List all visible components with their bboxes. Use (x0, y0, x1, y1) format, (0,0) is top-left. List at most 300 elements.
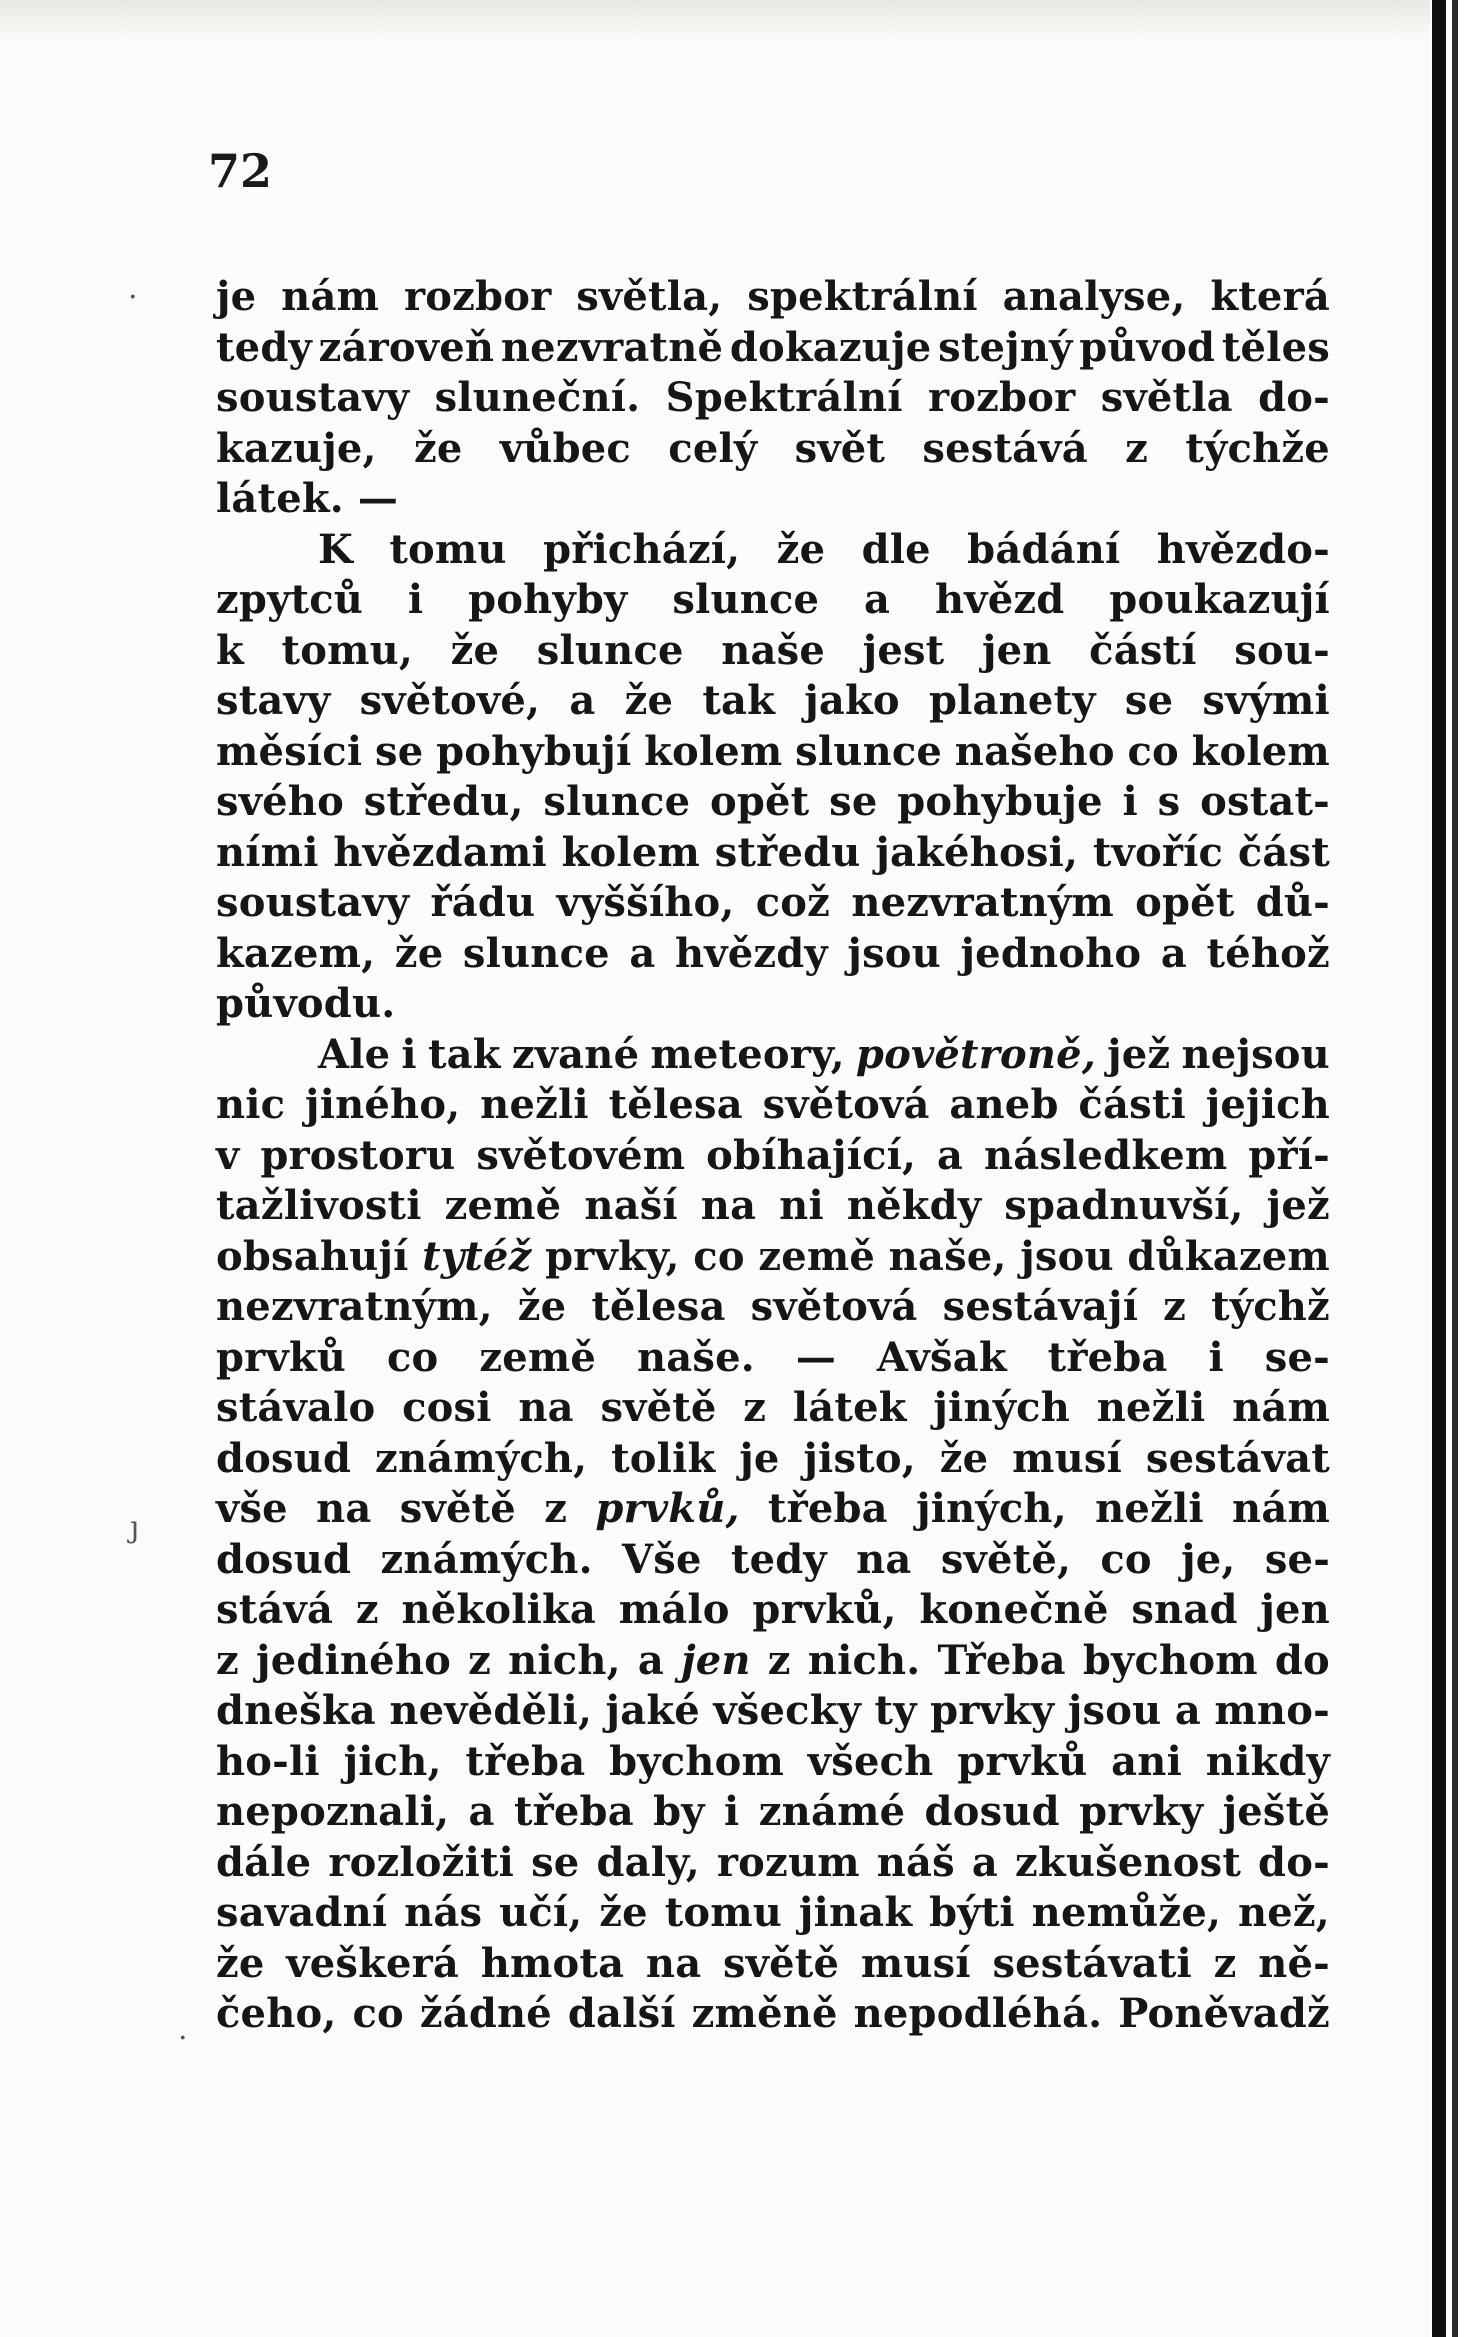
word: země (479, 1333, 597, 1381)
word: na (645, 1939, 702, 1987)
word: na (518, 1384, 574, 1431)
word: dů- (1255, 879, 1330, 926)
word: z (743, 1384, 767, 1431)
word: jinak (798, 1889, 913, 1936)
word: jež (1266, 1182, 1330, 1229)
word: slunce (462, 929, 610, 977)
word: světla (1100, 374, 1233, 421)
word: soustavy (216, 879, 410, 926)
word: ními (216, 828, 319, 876)
word: středu, (363, 778, 524, 825)
word: z (544, 1485, 568, 1532)
word: nežli (1095, 1485, 1204, 1532)
word: ani (1111, 1737, 1182, 1785)
word: středu (714, 828, 861, 876)
text-line (216, 1737, 1330, 1788)
word: z (468, 1636, 492, 1684)
word: zvané (511, 1030, 640, 1078)
word: rozum (716, 1838, 860, 1886)
word: že (394, 929, 444, 977)
word: musí (1012, 1434, 1123, 1482)
word: nich, (508, 1636, 621, 1684)
word: jsou (1067, 1687, 1162, 1734)
word: že (450, 626, 500, 674)
word: jiných, (916, 1485, 1067, 1532)
page-number: 72 (208, 144, 273, 198)
word: téhož (1206, 929, 1330, 977)
word: že (624, 677, 674, 724)
word: našeho (954, 727, 1115, 775)
word: sestávati (992, 1939, 1192, 1987)
word: z (1163, 1283, 1187, 1330)
word: vyššího, (556, 879, 735, 926)
word: hvězdy (674, 929, 828, 977)
text-line (216, 575, 1330, 626)
word: je (216, 273, 257, 320)
margin-dot: · (128, 280, 138, 315)
text-line (216, 1535, 1330, 1586)
word: analyse, (1002, 273, 1186, 320)
word: rozložiti (328, 1838, 515, 1886)
word: dosud (216, 1535, 352, 1583)
word: světě (399, 1485, 516, 1532)
word: světě, (940, 1535, 1072, 1583)
word: prvků, (595, 1485, 740, 1532)
word: světová (762, 1081, 930, 1128)
word: slunce (672, 576, 820, 623)
word: změně (691, 1990, 838, 2037)
word: svého (216, 778, 344, 825)
word: bádání (967, 525, 1121, 573)
text-line (216, 626, 1330, 677)
word: poukazují (1109, 576, 1330, 623)
word: veškerá (286, 1939, 460, 1987)
word: což (755, 879, 831, 926)
word: jisto, (803, 1434, 916, 1482)
word: jaké (605, 1687, 700, 1734)
text-line (216, 323, 1330, 374)
word: tedy (730, 1535, 827, 1583)
word: nezvratným (851, 879, 1114, 926)
word: i (1122, 778, 1138, 825)
word: nám (1232, 1384, 1330, 1431)
word: býti (929, 1889, 1015, 1936)
word: konečně (919, 1586, 1109, 1633)
word: jsou (847, 929, 941, 977)
word: nemůže, (1031, 1889, 1222, 1936)
word: naše. (637, 1333, 755, 1381)
word: těles (1221, 323, 1330, 371)
word: hvězdo- (1156, 525, 1330, 573)
word: země (444, 1182, 562, 1229)
word: sestává (922, 424, 1088, 472)
word: se- (1264, 1333, 1330, 1381)
word: někdy (846, 1182, 982, 1229)
word: mno- (1214, 1687, 1330, 1734)
margin-mark: ȷ (130, 1510, 140, 1545)
word: jiného, (305, 1081, 461, 1128)
text-line (216, 1636, 1330, 1687)
word: jejich (1205, 1081, 1330, 1128)
text-line (216, 1484, 1330, 1535)
word: by (653, 1788, 705, 1835)
word: dosud (924, 1788, 1060, 1835)
word: a (468, 1788, 495, 1835)
word: se (1124, 677, 1174, 724)
text-line (216, 929, 1330, 980)
word: tolik (611, 1434, 716, 1482)
word: na (316, 1485, 372, 1532)
word: Poněvadž (1118, 1990, 1330, 2037)
word: než, (1237, 1889, 1330, 1936)
text-line (216, 878, 1330, 929)
word: cosi (402, 1384, 492, 1431)
word: Avšak (876, 1333, 1007, 1381)
word: tak (702, 677, 776, 724)
word: bychom (609, 1737, 784, 1785)
word: nepodléhá. (853, 1990, 1103, 2037)
word: nežli (1096, 1384, 1206, 1431)
text-line (216, 1383, 1330, 1434)
word: a (629, 929, 656, 977)
word: tvoříc (1092, 828, 1224, 876)
word: světové, (359, 677, 541, 724)
word: prvky (1079, 1788, 1204, 1835)
word: hvězdami (333, 828, 547, 876)
text-line (216, 1434, 1330, 1485)
word: stává (216, 1586, 334, 1633)
word: části (1078, 1081, 1186, 1128)
word: třeba (1047, 1333, 1168, 1381)
word: tělesa (591, 1283, 726, 1330)
word: učí, (499, 1889, 583, 1936)
word: třeba (513, 1788, 634, 1835)
word: ně- (1258, 1939, 1330, 1987)
word: žádné (419, 1990, 552, 2037)
word: na (700, 1182, 757, 1229)
word: prvků (216, 1333, 347, 1381)
word: známých, (375, 1434, 588, 1482)
text-line (216, 1232, 1330, 1283)
word: stavy (216, 677, 331, 724)
text-line (216, 1989, 1330, 2040)
word: další (567, 1990, 676, 2037)
word: všecky (713, 1687, 862, 1734)
text-line (216, 1686, 1330, 1737)
word: ostat- (1200, 778, 1330, 825)
word: naší (584, 1182, 678, 1229)
word: sou- (1234, 626, 1330, 674)
word: řádu (430, 879, 536, 926)
word: měsíci (216, 727, 363, 775)
word: co (1100, 1535, 1152, 1583)
text-line (216, 1838, 1330, 1889)
word: málo (618, 1586, 730, 1633)
word: soustavy (216, 374, 410, 421)
word: do- (1258, 374, 1330, 421)
word: v (216, 1131, 240, 1179)
word: slunce (795, 727, 943, 775)
word: dokazuje (729, 323, 932, 371)
word: že (517, 1283, 567, 1330)
word: původu. (216, 980, 396, 1027)
word: část (1237, 828, 1330, 876)
word: nepoznali, (216, 1788, 450, 1835)
word: nezvratným, (216, 1283, 493, 1330)
word: se (374, 727, 424, 775)
word: třeba (767, 1485, 888, 1532)
word: látek (792, 1384, 907, 1431)
word: opět (1135, 879, 1235, 926)
text-line (216, 1333, 1330, 1384)
word: tedy (216, 323, 312, 371)
word: dosud (216, 1434, 352, 1482)
word: všech (807, 1737, 934, 1785)
word: kolem (1191, 727, 1330, 775)
word: dále (216, 1838, 312, 1886)
word: tažlivosti (216, 1182, 422, 1229)
word: kolem (644, 727, 783, 775)
word: tomu, (281, 626, 414, 674)
word: třeba (465, 1737, 586, 1785)
word: slunce (536, 626, 684, 674)
word: opět (709, 778, 810, 825)
word: tak (427, 1030, 501, 1078)
word: prvků, (752, 1586, 897, 1633)
text-line (216, 525, 1330, 576)
word: aneb (949, 1081, 1059, 1128)
word: Spektrální (665, 374, 903, 421)
word: svými (1202, 677, 1330, 724)
word: — (795, 1333, 837, 1381)
text-line (216, 1030, 1330, 1081)
word: z (1125, 424, 1149, 472)
word: — (357, 475, 399, 522)
word: jen (1260, 1586, 1330, 1633)
word: do (1274, 1636, 1330, 1684)
word: tělesa (608, 1081, 743, 1128)
word: světovém (476, 1131, 686, 1179)
word: světě (723, 1939, 840, 1987)
word: do- (1258, 1838, 1330, 1886)
text-line (216, 1585, 1330, 1636)
word: rozbor (927, 374, 1076, 421)
word: povětroně, (855, 1030, 1096, 1078)
word: původ (1079, 323, 1216, 371)
word: že (216, 1939, 265, 1987)
word: i (1208, 1333, 1224, 1381)
word: K (318, 525, 353, 573)
word: naše, (888, 1232, 1007, 1280)
word: sluneční. (434, 374, 641, 421)
word: několika (401, 1586, 597, 1633)
word: nám (1232, 1485, 1330, 1532)
word: zpytců (216, 576, 364, 623)
word: jsou (1020, 1232, 1114, 1280)
word: obíhající, (706, 1131, 917, 1179)
word: hmota (480, 1939, 625, 1987)
word: pohybuje (897, 778, 1103, 825)
word: snad (1131, 1586, 1238, 1633)
word: je (739, 1434, 780, 1482)
word: a (937, 1131, 964, 1179)
text-line (216, 1939, 1330, 1990)
text-line (216, 272, 1330, 323)
word: Ale (318, 1030, 391, 1078)
word: naše (721, 626, 826, 674)
word: nás (404, 1889, 483, 1936)
word: vůbec (499, 424, 631, 472)
word: látek. (216, 475, 344, 522)
word: ty (874, 1687, 917, 1734)
word: jakéhosi, (875, 828, 1079, 876)
word: sestávat (1145, 1434, 1330, 1482)
word: s (1157, 778, 1181, 825)
word: nejsou (1181, 1030, 1330, 1078)
text-line (216, 727, 1330, 778)
word: a (637, 1636, 664, 1684)
word: a (864, 576, 891, 623)
word: stejný (938, 323, 1073, 371)
word: ještě (1222, 1788, 1330, 1835)
text-line (216, 979, 1330, 1030)
text-line (216, 828, 1330, 879)
word: jen (981, 626, 1052, 674)
word: nám (281, 273, 380, 320)
word: jich, (343, 1737, 442, 1785)
word: že (413, 424, 463, 472)
word: důkazem (1127, 1232, 1330, 1280)
word: následkem (984, 1131, 1228, 1179)
word: světla, (576, 273, 723, 320)
word: slunce (543, 778, 691, 825)
word: pohyby (468, 576, 628, 623)
word: a (1160, 929, 1187, 977)
word: sestávají (942, 1283, 1139, 1330)
text-line (216, 1181, 1330, 1232)
word: z (355, 1586, 379, 1633)
word: nich. (807, 1636, 921, 1684)
word: bychom (1082, 1636, 1258, 1684)
word: pohybují (436, 727, 632, 775)
word: nezvratně (500, 323, 724, 371)
word: jež (1107, 1030, 1171, 1078)
word: Třeba (937, 1636, 1066, 1684)
word: i (724, 1788, 740, 1835)
word: dneška (216, 1687, 376, 1734)
word: zároveň (318, 323, 495, 371)
word: týchže (1185, 424, 1330, 472)
word: vše (216, 1485, 288, 1532)
word: co (352, 1990, 404, 2037)
word: rozbor (403, 273, 552, 320)
word: pří- (1248, 1131, 1330, 1179)
word: týchž (1211, 1283, 1330, 1330)
word: ni (779, 1182, 824, 1229)
word: prvků (957, 1737, 1088, 1785)
word: Vše (622, 1535, 702, 1583)
text-line (216, 1787, 1330, 1838)
word: tomu (664, 1889, 783, 1936)
text-line (216, 676, 1330, 727)
word: z (216, 1636, 239, 1684)
word: jediného (256, 1636, 451, 1684)
word: planety (928, 677, 1096, 724)
word: k (216, 626, 244, 674)
word: jako (804, 677, 900, 724)
word: spektrální (747, 273, 978, 320)
word: co (387, 1333, 439, 1381)
word: prostoru (260, 1131, 456, 1179)
word: že (599, 1889, 648, 1936)
word: i (407, 576, 424, 623)
word: nikdy (1205, 1737, 1330, 1785)
word: obsahují (216, 1232, 409, 1280)
word: že (776, 525, 826, 573)
text-line (216, 777, 1330, 828)
word: tytéž (422, 1232, 532, 1280)
word: celý (668, 424, 758, 472)
word: země (758, 1232, 876, 1280)
word: se- (1264, 1535, 1330, 1583)
word: spadnuvší, (1004, 1182, 1244, 1229)
word: dle (861, 525, 931, 573)
word: kazuje, (216, 424, 377, 472)
word: jiných (933, 1384, 1071, 1431)
word: nežli (480, 1081, 589, 1128)
word: co (1127, 727, 1179, 775)
word: zkušenost (1015, 1838, 1242, 1886)
word: známých. (380, 1535, 593, 1583)
word: a (569, 677, 596, 724)
word: je, (1181, 1535, 1236, 1583)
word: z (767, 1636, 791, 1684)
word: světě (600, 1384, 717, 1431)
text-line (216, 1131, 1330, 1182)
body-text (216, 272, 1330, 2040)
word: stávalo (216, 1384, 376, 1431)
text-line (216, 474, 1330, 525)
word: přichází, (543, 525, 741, 573)
text-line (216, 1888, 1330, 1939)
page-edge-shadow (1452, 0, 1458, 2337)
word: kolem (561, 828, 701, 876)
page-edge-shadow (1432, 0, 1446, 2337)
word: čeho, (216, 1990, 337, 2037)
word: se (531, 1838, 580, 1886)
word: savadní (216, 1889, 388, 1936)
word: se (829, 778, 878, 825)
word: ho-li (216, 1737, 320, 1785)
word: jest (862, 626, 945, 674)
text-line (216, 1080, 1330, 1131)
word: náš (876, 1838, 955, 1886)
text-line (216, 373, 1330, 424)
word: která (1210, 273, 1330, 320)
word: jen (681, 1636, 751, 1684)
word: a (971, 1838, 998, 1886)
word: známé (758, 1788, 906, 1835)
text-line (216, 1282, 1330, 1333)
word: svět (794, 424, 886, 472)
text-line (216, 424, 1330, 475)
word: na (856, 1535, 912, 1583)
word: prvky, (545, 1232, 680, 1280)
word: co (693, 1232, 745, 1280)
word: musí (860, 1939, 971, 1987)
page-top-shadow (0, 0, 1430, 40)
word: že (939, 1434, 989, 1482)
